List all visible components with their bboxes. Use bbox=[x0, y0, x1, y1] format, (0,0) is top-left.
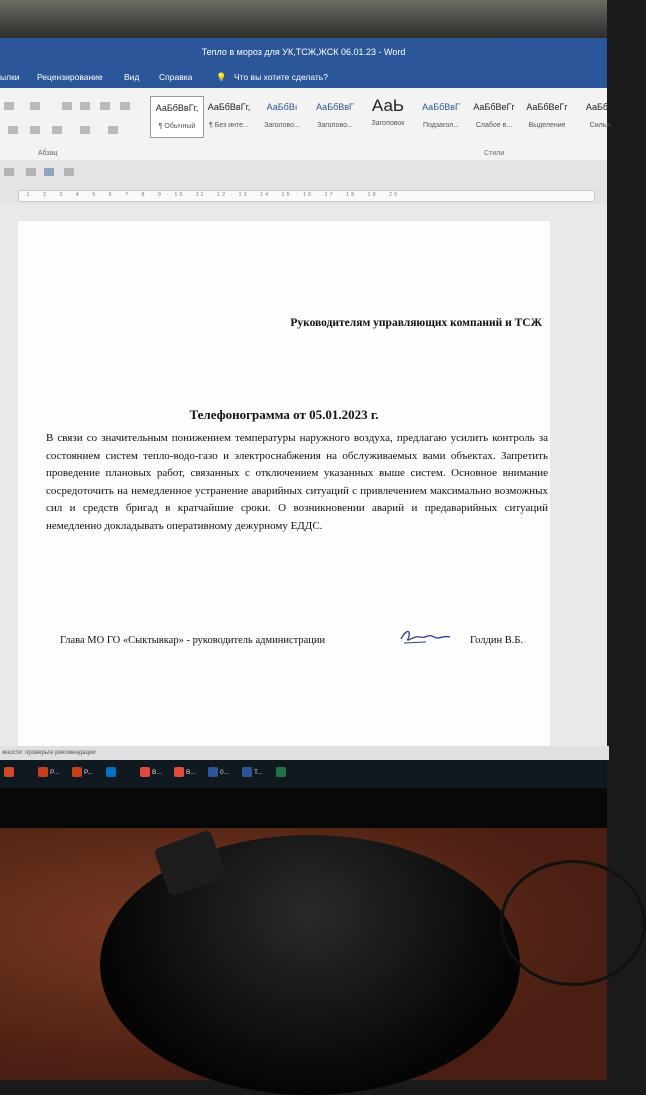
view-icon[interactable] bbox=[4, 168, 14, 176]
app-icon bbox=[174, 767, 184, 777]
style-option[interactable] bbox=[309, 96, 361, 136]
bullets-icon[interactable] bbox=[4, 102, 14, 110]
shading-icon[interactable] bbox=[80, 126, 90, 134]
pilcrow-icon[interactable] bbox=[120, 102, 130, 110]
signer-name: Голдин В.Б. bbox=[470, 635, 523, 646]
menu-item-review[interactable]: Рецензирование bbox=[37, 72, 103, 82]
tell-me-search[interactable]: Что вы хотите сделать? bbox=[234, 72, 328, 82]
signature-image bbox=[398, 625, 458, 654]
taskbar-label: P... bbox=[50, 769, 59, 776]
lightbulb-icon[interactable]: 💡 bbox=[216, 72, 227, 82]
style-option[interactable] bbox=[362, 96, 414, 136]
app-icon bbox=[4, 767, 14, 777]
style-name: Слабое в... bbox=[475, 122, 513, 129]
ribbon bbox=[0, 88, 615, 161]
document-page[interactable] bbox=[18, 221, 550, 761]
align-left-icon[interactable] bbox=[8, 126, 18, 134]
style-sample: АаБбВ bbox=[585, 102, 615, 112]
style-option[interactable] bbox=[256, 96, 308, 136]
app-icon bbox=[140, 767, 150, 777]
style-option[interactable] bbox=[415, 96, 467, 136]
taskbar-label: B... bbox=[152, 769, 162, 776]
taskbar-item[interactable] bbox=[242, 765, 263, 781]
style-name: Подзагол... bbox=[422, 122, 459, 129]
menu-bar bbox=[0, 66, 607, 88]
taskbar-item[interactable] bbox=[4, 765, 16, 781]
app-icon bbox=[38, 767, 48, 777]
taskbar-item[interactable] bbox=[276, 765, 288, 781]
taskbar-item[interactable] bbox=[38, 765, 59, 781]
app-icon bbox=[276, 767, 286, 777]
taskbar-item[interactable] bbox=[174, 765, 196, 781]
style-sample: АаБбВвГг, bbox=[207, 102, 251, 112]
status-bar: жности: проверьте рекомендации bbox=[0, 746, 609, 760]
style-option[interactable] bbox=[574, 96, 626, 136]
app-icon bbox=[72, 767, 82, 777]
style-option[interactable] bbox=[468, 96, 520, 136]
style-sample: АаБбВеГг bbox=[473, 102, 515, 112]
ruler-marks: · 1 · 2 · 3 · 4 · 5 · 6 · 7 · 8 · 9 · 10 · 11 · 12 · 13 · 14 · 15 · 16 · 17 · 18 · 19 · 20 bbox=[19, 192, 400, 198]
borders-icon[interactable] bbox=[108, 126, 118, 134]
justify-icon[interactable] bbox=[44, 168, 54, 176]
indent-icon[interactable] bbox=[26, 168, 36, 176]
word-window bbox=[0, 38, 615, 760]
monitor-top-bezel bbox=[0, 0, 607, 40]
app-icon bbox=[242, 767, 252, 777]
style-name: ¶ Без инте... bbox=[209, 122, 249, 129]
taskbar-label: B... bbox=[186, 769, 196, 776]
increase-indent-icon[interactable] bbox=[80, 102, 90, 110]
style-option[interactable] bbox=[150, 96, 204, 138]
taskbar-label: 0... bbox=[220, 769, 230, 776]
style-sample: АаБбВвГг, bbox=[155, 103, 199, 113]
app-icon bbox=[208, 767, 218, 777]
line-spacing-icon[interactable] bbox=[52, 126, 62, 134]
style-name: Сильн bbox=[589, 122, 611, 129]
style-option[interactable] bbox=[203, 96, 255, 136]
taskbar-label: T... bbox=[254, 769, 263, 776]
taskbar-item[interactable] bbox=[140, 765, 162, 781]
align-center-icon[interactable] bbox=[30, 126, 40, 134]
style-sample: АаЬ bbox=[371, 96, 405, 115]
decrease-indent-icon[interactable] bbox=[62, 102, 72, 110]
horizontal-ruler[interactable] bbox=[18, 190, 595, 202]
document-heading: Телефонограмма от 05.01.2023 г. bbox=[189, 407, 379, 422]
menu-item-view[interactable]: Вид bbox=[124, 72, 140, 82]
window-title: Тепло в мороз для УК,ТСЖ,ЖСК 06.01.23 - Word bbox=[0, 38, 607, 66]
style-name: Выделение bbox=[528, 122, 566, 129]
list-icon[interactable] bbox=[64, 168, 74, 176]
menu-item-links[interactable]: ылки bbox=[0, 72, 20, 82]
recipient-line: Руководителям управляющих компаний и ТСЖ bbox=[290, 317, 542, 329]
taskbar-item[interactable] bbox=[106, 765, 118, 781]
ruler-area bbox=[0, 160, 607, 204]
monitor-bottom-bezel bbox=[0, 788, 607, 828]
style-name: ¶ Обычный bbox=[158, 123, 196, 130]
sort-icon[interactable] bbox=[100, 102, 110, 110]
style-name: Заголовок bbox=[371, 120, 405, 127]
taskbar-label: P... bbox=[84, 769, 93, 776]
taskbar bbox=[0, 760, 607, 788]
document-body: В связи со значительным понижением температуры наружного воздуха, предлагаю усилить контроль за состоянием систем тепло-водо-газо и электроснабжения на обслуживаемых вами объектах. Запретить проведение плановых работ, связанных с отключением указанных выше систем. Основное внимание сосредоточить на немедленное устранение аварийных ситуаций с привлечением максимально возможных сил и средств бригад в кратчайшие сроки. О возникновении аварий и предаварийных ситуаций немедленно докладывать оперативному дежурному ЕДДС. bbox=[46, 432, 548, 532]
style-sample: АаБбВı bbox=[266, 102, 298, 112]
style-sample: АаБбВвГ bbox=[422, 102, 460, 112]
taskbar-item[interactable] bbox=[208, 765, 229, 781]
paragraph-group-label: Абзац bbox=[38, 150, 58, 157]
taskbar-item[interactable] bbox=[72, 765, 93, 781]
app-icon bbox=[106, 767, 116, 777]
style-sample: АаБбВеГг bbox=[526, 102, 568, 112]
style-name: Заголово... bbox=[317, 122, 353, 129]
styles-group-label: Стили bbox=[484, 150, 505, 157]
cable bbox=[500, 860, 646, 986]
style-name: Заголово... bbox=[264, 122, 300, 129]
numbering-icon[interactable] bbox=[30, 102, 40, 110]
signer-title: Глава МО ГО «Сыктывкар» - руководитель администрации bbox=[60, 635, 326, 646]
style-sample: АаБбВвГ bbox=[316, 102, 354, 112]
style-option[interactable] bbox=[521, 96, 573, 136]
menu-item-help[interactable]: Справка bbox=[159, 72, 193, 82]
